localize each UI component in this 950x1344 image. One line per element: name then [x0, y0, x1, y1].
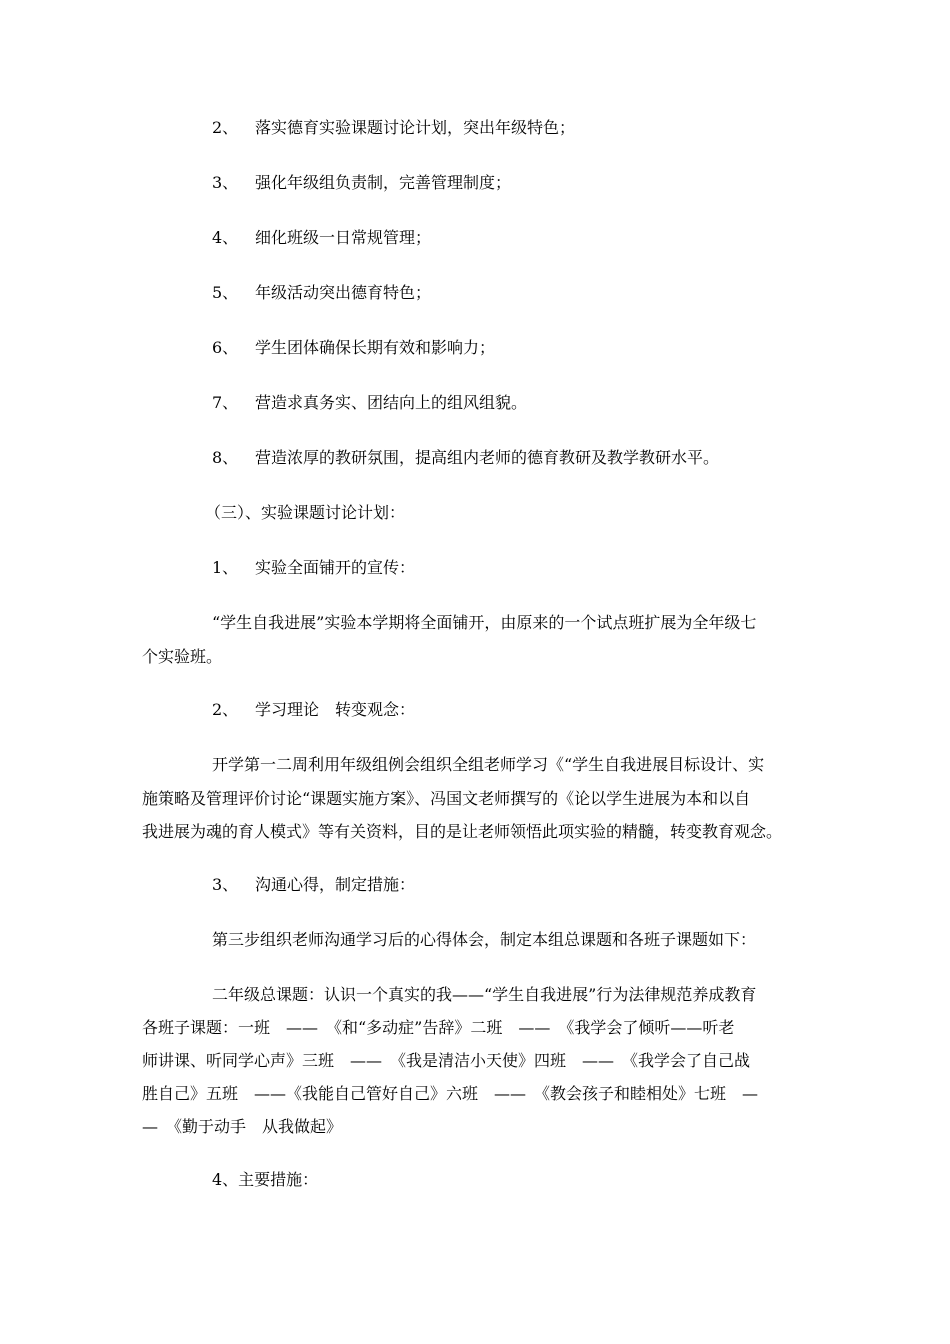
paragraph-line: 开学第一二周利用年级组例会组织全组老师学习《“学生自我进展目标设计、实: [212, 755, 765, 774]
list-text: 细化班级一日常规管理；: [255, 228, 432, 247]
subheading: 4、主要措施：: [212, 1170, 319, 1189]
paragraph-line: — 《勤于动手 从我做起》: [142, 1117, 343, 1136]
subheading-text: 学习理论 转变观念：: [255, 700, 416, 719]
paragraph-line: 我进展为魂的育人模式》等有关资料，目的是让老师领悟此项实验的精髓，转变教育观念。: [142, 822, 783, 841]
list-number: 8、: [212, 448, 239, 467]
paragraph-line: 胜自己》五班 ——《我能自己管好自己》六班 —— 《教会孩子和睦相处》七班 —: [142, 1084, 759, 1103]
list-number: 3、: [212, 173, 239, 192]
list-text: 强化年级组负责制，完善管理制度；: [255, 173, 512, 192]
list-text: 学生团体确保长期有效和影响力；: [255, 338, 496, 357]
subheading-number: 2、: [212, 700, 239, 719]
paragraph-line: 师讲课、听同学心声》三班 —— 《我是清洁小天使》四班 —— 《我学会了自己战: [142, 1051, 751, 1070]
paragraph-line: 个实验班。: [142, 647, 223, 666]
list-number: 4、: [212, 228, 239, 247]
subheading-text: 实验全面铺开的宣传：: [255, 558, 416, 577]
paragraph-line: 二年级总课题：认识一个真实的我——“学生自我进展”行为法律规范养成教育: [212, 985, 757, 1004]
list-text: 落实德育实验课题讨论计划，突出年级特色；: [255, 118, 576, 137]
list-number: 6、: [212, 338, 239, 357]
list-text: 年级活动突出德育特色；: [255, 283, 432, 302]
paragraph-line: 第三步组织老师沟通学习后的心得体会，制定本组总课题和各班子课题如下：: [212, 930, 757, 949]
paragraph-line: “学生自我进展”实验本学期将全面铺开，由原来的一个试点班扩展为全年级七: [212, 613, 757, 632]
list-text: 营造求真务实、团结向上的组风组貌。: [255, 393, 528, 412]
subheading-number: 1、: [212, 558, 239, 577]
subheading-text: 沟通心得，制定措施：: [255, 875, 416, 894]
list-text: 营造浓厚的教研氛围，提高组内老师的德育教研及教学教研水平。: [255, 448, 720, 467]
subheading-number: 3、: [212, 875, 239, 894]
paragraph-line: 各班子课题：一班 —— 《和“多动症”告辞》二班 —— 《我学会了倾听——听老: [142, 1018, 735, 1037]
paragraph-line: 施策略及管理评价讨论“课题实施方案》、冯国文老师撰写的《论以学生进展为本和以自: [142, 789, 751, 808]
list-number: 7、: [212, 393, 239, 412]
section-heading: （三）、实验课题讨论计划：: [205, 503, 406, 522]
list-number: 5、: [212, 283, 239, 302]
list-number: 2、: [212, 118, 239, 137]
